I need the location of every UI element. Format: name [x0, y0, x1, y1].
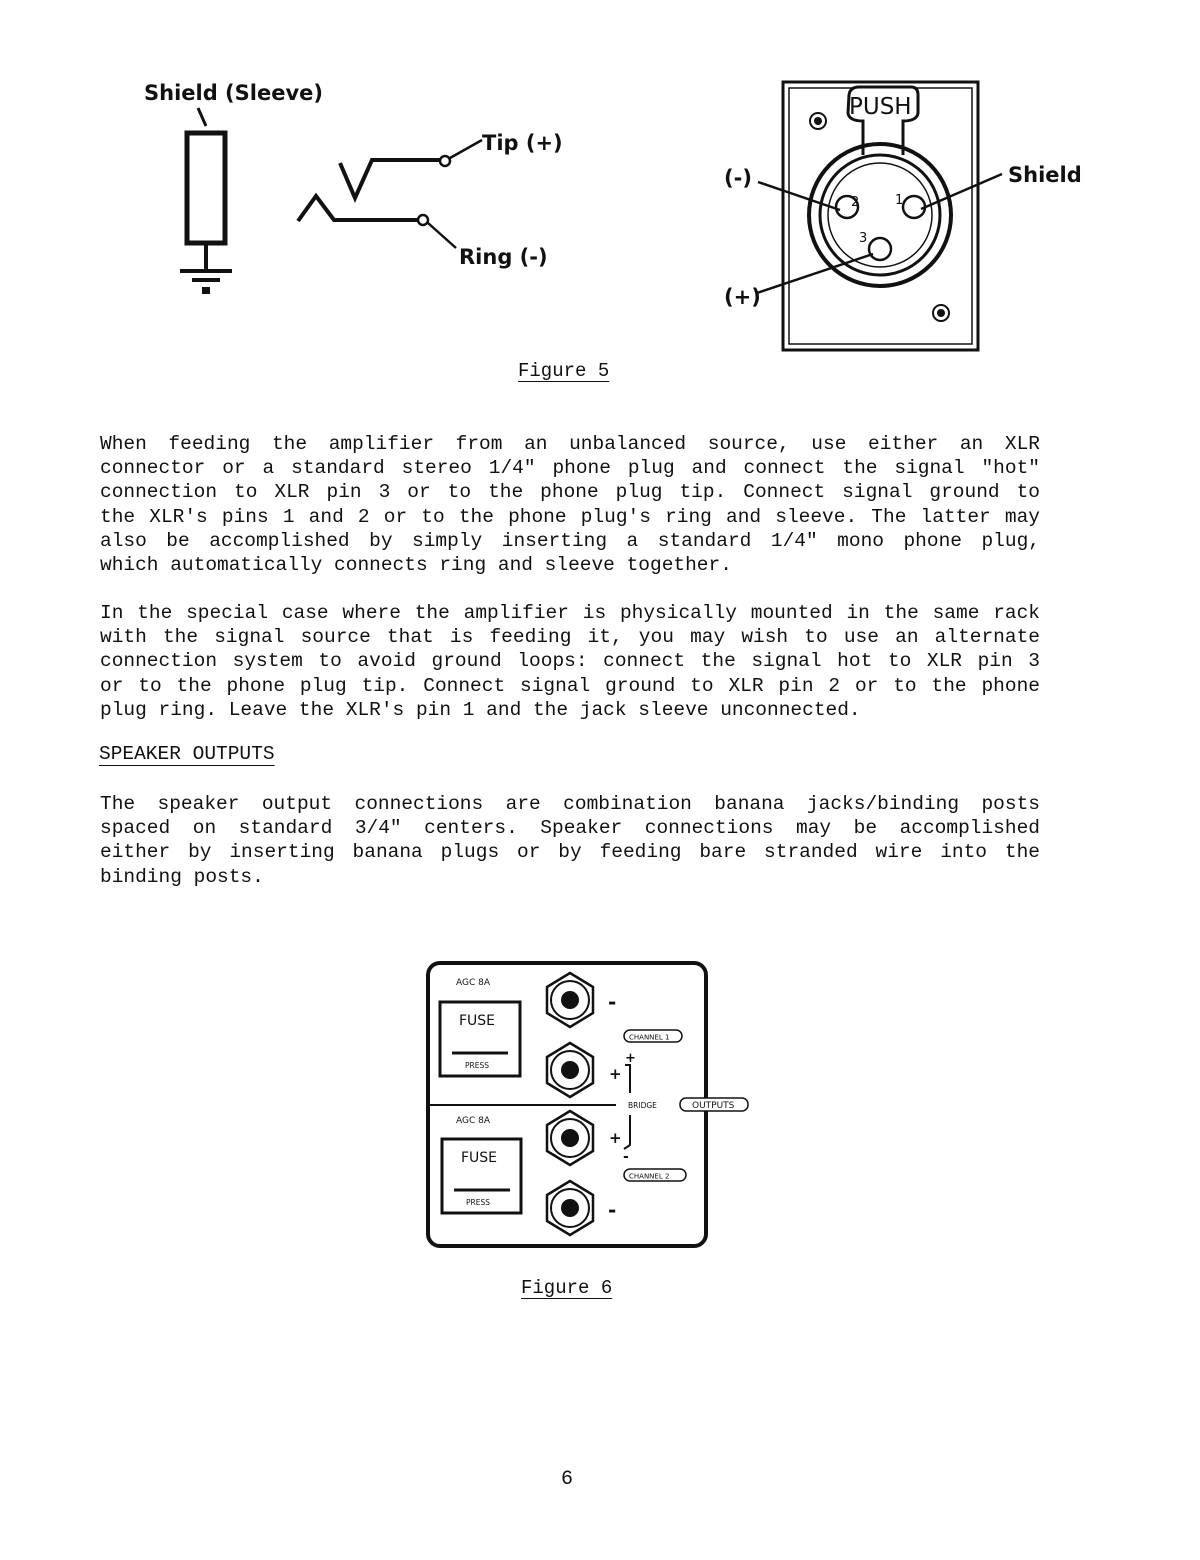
ring-pointer [428, 223, 456, 248]
xlr-pin-1 [903, 196, 925, 218]
section-heading-speaker-outputs: SPEAKER OUTPUTS [99, 743, 275, 765]
shield-leader [921, 174, 1002, 209]
text-line: also be accomplished by simply inserting a standard 1/4" mono phone plug, [100, 529, 1040, 552]
xlr-connector-diagram [715, 75, 1095, 360]
text-line: In the special case where the amplifier is physically mounted in the same rack [100, 602, 1040, 624]
phone-plug-schematic [140, 78, 580, 308]
text-line: which automatically connects ring and sleeve together. [100, 554, 732, 577]
bridge-label: BRIDGE [628, 1101, 657, 1110]
plus-label: (+) [724, 285, 761, 309]
text-line: spaced on standard 3/4" centers. Speaker connections may be accomplished [100, 817, 1040, 840]
press-label-bottom: PRESS [466, 1198, 490, 1207]
text-line: either by inserting banana plugs or by feeding bare stranded wire into the [100, 841, 1040, 864]
agc-label-bottom: AGC 8A [456, 1116, 491, 1126]
ring-contact [298, 196, 418, 221]
text-line: connector or a standard stereo 1/4" phone plug and connect the signal "hot" [100, 457, 1040, 480]
tip-terminal [440, 156, 450, 166]
text-line: When feeding the amplifier from an unbalanced source, use either an XLR [100, 433, 1040, 455]
press-label-top: PRESS [465, 1061, 489, 1070]
channel1-label: CHANNEL 1 [629, 1033, 670, 1042]
text-line: binding posts. [100, 865, 264, 888]
plus-bracket-mark: + [625, 1051, 636, 1066]
page-number: 6 [561, 1468, 574, 1491]
plus-ch1-mark: + [609, 1065, 622, 1083]
pin-3-label: 3 [859, 231, 868, 246]
channel2-label: CHANNEL 2 [629, 1172, 670, 1181]
text-line: connection to XLR pin 3 or to the phone plug tip. Connect signal ground to [100, 481, 1040, 504]
push-label: PUSH [849, 94, 912, 120]
outputs-label: OUTPUTS [692, 1101, 735, 1111]
ring-label: Ring (-) [459, 245, 548, 269]
speaker-output-panel [420, 955, 760, 1255]
figure6-caption: Figure 6 [521, 1277, 613, 1299]
tip-pointer [450, 140, 482, 158]
sleeve-body [187, 133, 225, 243]
shield-sleeve-label: Shield (Sleeve) [144, 81, 323, 105]
minus-label: (-) [724, 166, 752, 190]
xlr-pin-3 [869, 238, 891, 260]
paragraph-unbalanced-source [100, 432, 1040, 577]
pin-1-label: 1 [895, 193, 904, 208]
paragraph-ground-loops [100, 601, 1040, 722]
figure6-diagram [420, 955, 760, 1255]
minus-bottom-mark: - [608, 1198, 617, 1222]
text-line: connection system to avoid ground loops: connect the signal hot to XLR pin 3 [100, 650, 1040, 673]
plus-ch2-mark: + [609, 1129, 622, 1147]
pin-2-label: 2 [851, 195, 860, 210]
figure5-left-diagram [140, 78, 580, 308]
xlr-outer-ring [809, 144, 951, 286]
figure5-right-diagram [715, 75, 1095, 360]
fuse-label-bottom: FUSE [461, 1150, 498, 1166]
agc-label-top: AGC 8A [456, 978, 491, 988]
text-line: The speaker output connections are combination banana jacks/binding posts [100, 793, 1040, 815]
plus-leader [757, 254, 873, 293]
text-line: with the signal source that is feeding it, you may wish to use an alternate [100, 626, 1040, 649]
shield-label: Shield [1008, 163, 1082, 187]
text-line: or to the phone plug tip. Connect signal ground to XLR pin 2 or to the phone [100, 674, 1040, 697]
text-line: plug ring. Leave the XLR's pin 1 and the jack sleeve unconnected. [100, 698, 861, 721]
ground-bar-3 [202, 287, 210, 294]
paragraph-speaker-outputs [100, 792, 1040, 889]
text-line: the XLR's pins 1 and 2 or to the phone plug's ring and sleeve. The latter may [100, 505, 1040, 528]
sleeve-pointer [198, 108, 206, 126]
fuse-label-top: FUSE [459, 1013, 496, 1029]
minus-bracket-mark: - [623, 1149, 629, 1165]
tip-label: Tip (+) [482, 131, 563, 155]
ring-terminal [418, 215, 428, 225]
minus-top-mark: - [608, 990, 617, 1014]
figure5-caption: Figure 5 [518, 360, 610, 382]
tip-contact [340, 160, 440, 198]
